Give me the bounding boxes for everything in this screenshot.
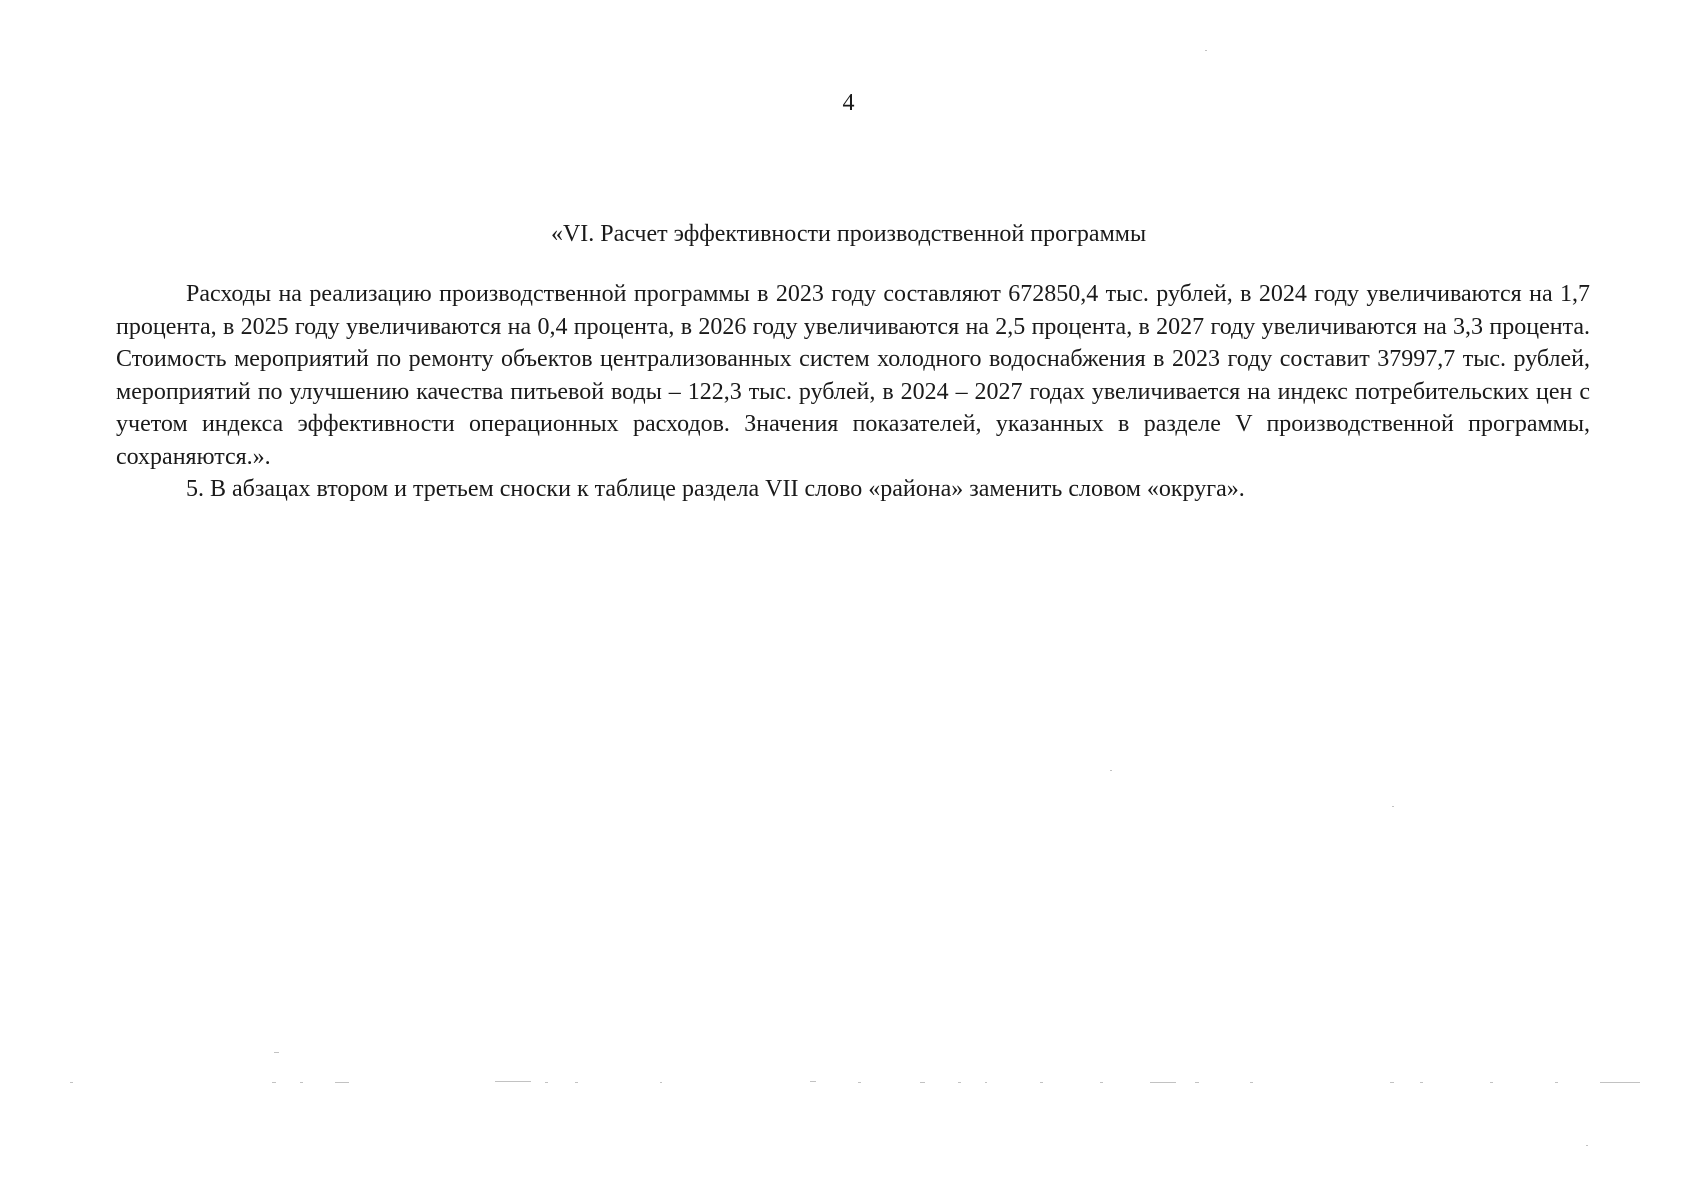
body-text xyxy=(116,278,1590,506)
paragraph-amendment-5: 5. В абзацах втором и третьем сноски к таблице раздела VII слово «района» заменить словом «округа». xyxy=(186,476,1245,502)
page-number: 4 xyxy=(842,90,855,116)
section-heading: «VI. Расчет эффективности производственной программы xyxy=(550,221,1147,247)
paragraph-expenses: Расходы на реализацию производственной программы в 2023 году составляют 672850,4 тыс. рублей, в 2024 году увеличиваются на 1,7 процента, в 2025 году увеличиваются на 0,4 процента, в 2026 году увеличиваются на 2,5 процента, в 2027 году увеличиваются на 3,3 процента. Стоимость мероприятий по ремонту объектов централизованных систем холодного водоснабжения в 2023 году составит 37997,7 тыс. рублей, мероприятий по улучшению качества питьевой воды – 122,3 тыс. рублей, в 2024 – 2027 годах увеличивается на индекс потребительских цен с учетом индекса эффективности операционных расходов. Значения показателей, указанных в разделе V производственной программы, сохраняются.». xyxy=(116,281,1590,470)
